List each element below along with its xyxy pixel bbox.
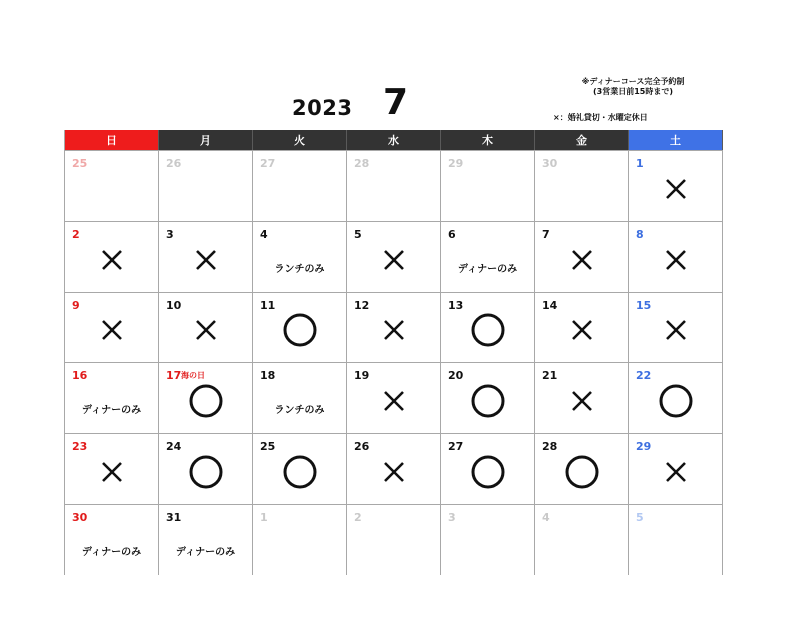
day-cell bbox=[159, 221, 253, 292]
service-note: ランチのみ bbox=[274, 405, 325, 417]
day-number: 5 bbox=[636, 511, 644, 525]
day-cell bbox=[629, 292, 723, 363]
day-cell bbox=[159, 292, 253, 363]
day-number: 27 bbox=[448, 440, 464, 454]
day-number: 26 bbox=[354, 440, 370, 454]
weekday-header-sat: 土 bbox=[629, 130, 723, 150]
day-number: 30 bbox=[72, 511, 88, 525]
day-cell bbox=[253, 292, 347, 363]
day-number: 14 bbox=[542, 298, 558, 312]
service-note: ディナーのみ bbox=[81, 547, 142, 559]
day-number: 11 bbox=[260, 298, 276, 312]
closed-cross-icon bbox=[383, 461, 405, 483]
day-number: 3 bbox=[448, 511, 456, 525]
reservation-note-line1: ※ディナーコース完全予約制 bbox=[581, 77, 685, 86]
day-cell bbox=[535, 504, 629, 575]
available-circle-icon bbox=[471, 313, 505, 347]
day-cell bbox=[441, 221, 535, 292]
holiday-label: 海の日 bbox=[181, 371, 205, 381]
day-cell bbox=[65, 292, 159, 363]
day-number: 27 bbox=[260, 157, 276, 170]
day-number: 29 bbox=[448, 157, 464, 170]
closed-cross-icon bbox=[383, 390, 405, 412]
day-number: 25 bbox=[260, 440, 276, 454]
day-cell bbox=[535, 150, 629, 221]
closed-cross-icon bbox=[101, 319, 123, 341]
closed-cross-icon bbox=[195, 319, 217, 341]
day-cell bbox=[159, 504, 253, 575]
day-cell bbox=[347, 362, 441, 433]
day-cell bbox=[441, 433, 535, 504]
day-cell bbox=[65, 504, 159, 575]
day-cell bbox=[253, 504, 347, 575]
closed-cross-icon bbox=[665, 178, 687, 200]
reservation-note-line2: (3営業日前15時まで) bbox=[592, 87, 673, 96]
day-cell bbox=[535, 433, 629, 504]
day-cell bbox=[159, 150, 253, 221]
day-cell bbox=[441, 362, 535, 433]
day-cell bbox=[253, 433, 347, 504]
day-cell bbox=[629, 221, 723, 292]
day-number: 13 bbox=[448, 298, 464, 312]
day-cell bbox=[535, 292, 629, 363]
month-label: 7 bbox=[383, 82, 409, 123]
day-number: 30 bbox=[542, 157, 558, 170]
day-number: 18 bbox=[260, 369, 276, 383]
day-cell bbox=[253, 221, 347, 292]
day-number: 9 bbox=[72, 298, 80, 312]
weekday-header-wed: 水 bbox=[347, 130, 441, 150]
closed-cross-icon bbox=[383, 249, 405, 271]
day-number: 20 bbox=[448, 369, 464, 383]
day-cell bbox=[347, 433, 441, 504]
closed-legend: ×：婚礼貸切・水曜定休日 bbox=[553, 113, 648, 122]
day-cell bbox=[441, 150, 535, 221]
day-number: 2 bbox=[354, 511, 362, 525]
service-note: ランチのみ bbox=[274, 263, 325, 275]
day-number: 5 bbox=[354, 227, 362, 241]
day-number: 4 bbox=[260, 227, 268, 241]
day-number: 4 bbox=[542, 511, 550, 525]
day-cell bbox=[535, 362, 629, 433]
year-label: 2023 bbox=[292, 96, 353, 120]
weekday-header-fri: 金 bbox=[535, 130, 629, 150]
closed-cross-icon bbox=[101, 461, 123, 483]
day-number: 7 bbox=[542, 227, 550, 241]
available-circle-icon bbox=[283, 455, 317, 489]
service-note: ディナーのみ bbox=[81, 405, 142, 417]
day-cell bbox=[629, 504, 723, 575]
closed-cross-icon bbox=[665, 319, 687, 341]
day-cell bbox=[159, 433, 253, 504]
day-cell bbox=[347, 150, 441, 221]
day-number: 21 bbox=[542, 369, 558, 383]
closed-cross-icon bbox=[665, 249, 687, 271]
day-number: 31 bbox=[166, 511, 182, 525]
day-cell bbox=[159, 362, 253, 433]
calendar-grid bbox=[64, 130, 722, 575]
day-cell bbox=[347, 504, 441, 575]
day-cell bbox=[629, 362, 723, 433]
day-cell bbox=[347, 292, 441, 363]
day-number: 1 bbox=[260, 511, 268, 525]
closed-cross-icon bbox=[571, 390, 593, 412]
day-number: 3 bbox=[166, 227, 174, 241]
service-note: ディナーのみ bbox=[175, 547, 236, 559]
available-circle-icon bbox=[471, 384, 505, 418]
weekday-header-tue: 火 bbox=[253, 130, 347, 150]
day-cell bbox=[65, 433, 159, 504]
closed-cross-icon bbox=[195, 249, 217, 271]
day-number: 23 bbox=[72, 440, 88, 454]
day-number: 16 bbox=[72, 369, 88, 383]
day-number: 12 bbox=[354, 298, 370, 312]
day-number: 17 bbox=[166, 369, 182, 383]
day-cell bbox=[535, 221, 629, 292]
day-number: 19 bbox=[354, 369, 370, 383]
service-note: ディナーのみ bbox=[457, 263, 518, 275]
closed-cross-icon bbox=[101, 249, 123, 271]
day-number: 2 bbox=[72, 227, 80, 241]
day-cell bbox=[253, 362, 347, 433]
day-number: 10 bbox=[166, 298, 182, 312]
available-circle-icon bbox=[659, 384, 693, 418]
day-number: 28 bbox=[542, 440, 558, 454]
closed-cross-icon bbox=[383, 319, 405, 341]
weekday-header-sun: 日 bbox=[65, 130, 159, 150]
day-number: 1 bbox=[636, 157, 644, 170]
day-cell bbox=[65, 362, 159, 433]
day-cell bbox=[347, 221, 441, 292]
day-cell bbox=[441, 504, 535, 575]
day-cell bbox=[65, 221, 159, 292]
closed-cross-icon bbox=[571, 249, 593, 271]
day-cell bbox=[65, 150, 159, 221]
day-cell bbox=[629, 150, 723, 221]
day-number: 24 bbox=[166, 440, 182, 454]
available-circle-icon bbox=[471, 455, 505, 489]
closed-cross-icon bbox=[665, 461, 687, 483]
available-circle-icon bbox=[189, 384, 223, 418]
closed-cross-icon bbox=[571, 319, 593, 341]
reservation-note bbox=[548, 77, 718, 97]
day-number: 8 bbox=[636, 227, 644, 241]
available-circle-icon bbox=[189, 455, 223, 489]
available-circle-icon bbox=[565, 455, 599, 489]
day-cell bbox=[253, 150, 347, 221]
day-number: 29 bbox=[636, 440, 652, 454]
weekday-header-mon: 月 bbox=[159, 130, 253, 150]
day-number: 28 bbox=[354, 157, 370, 170]
day-number: 22 bbox=[636, 369, 652, 383]
day-number: 6 bbox=[448, 227, 456, 241]
day-number: 25 bbox=[72, 157, 88, 170]
available-circle-icon bbox=[283, 313, 317, 347]
day-cell bbox=[441, 292, 535, 363]
day-number: 26 bbox=[166, 157, 182, 170]
day-number: 15 bbox=[636, 298, 652, 312]
day-cell bbox=[629, 433, 723, 504]
weekday-header-thu: 木 bbox=[441, 130, 535, 150]
